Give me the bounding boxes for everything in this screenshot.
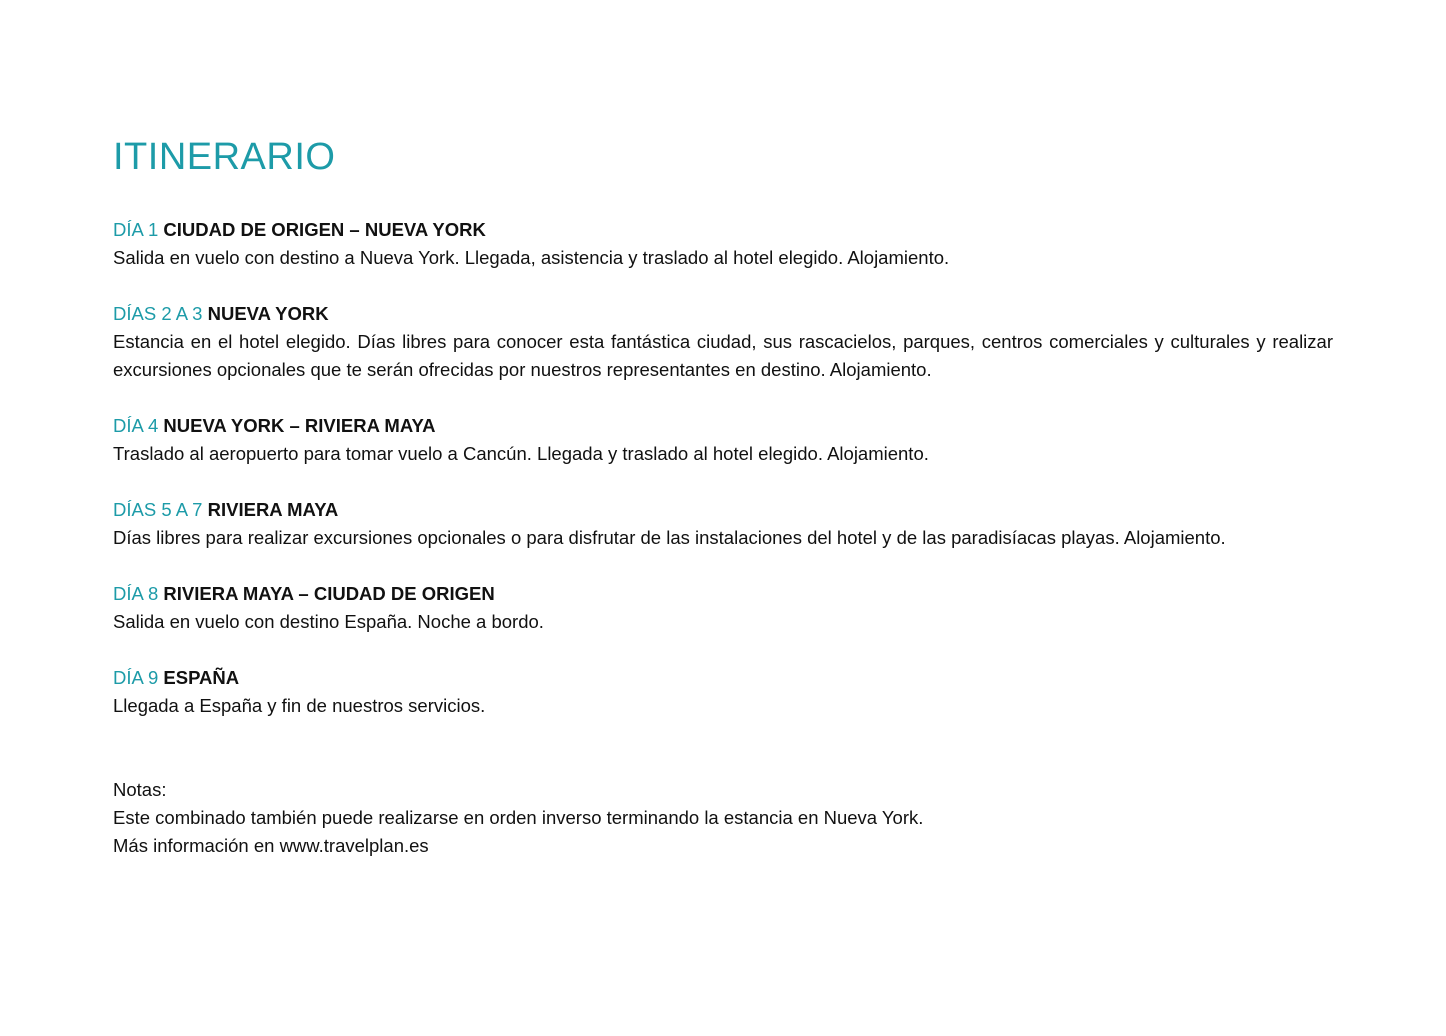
day-description: Salida en vuelo con destino España. Noche a bordo. xyxy=(113,611,544,632)
notes-label: Notas: xyxy=(113,779,167,800)
day-label: DÍA 8 xyxy=(113,583,159,604)
day-route: NUEVA YORK xyxy=(207,303,329,324)
day-description: Traslado al aeropuerto para tomar vuelo a Cancún. Llegada y traslado al hotel elegido. Alojamiento. xyxy=(113,443,929,464)
itinerary-day xyxy=(113,664,1333,720)
day-route: RIVIERA MAYA – CIUDAD DE ORIGEN xyxy=(163,583,495,604)
day-label: DÍAS 5 A 7 xyxy=(113,499,203,520)
itinerary-day xyxy=(113,300,1333,384)
day-label: DÍA 1 xyxy=(113,219,159,240)
day-label: DÍA 9 xyxy=(113,667,159,688)
notes-section xyxy=(113,776,1333,860)
itinerary-day xyxy=(113,216,1333,272)
day-route: CIUDAD DE ORIGEN – NUEVA YORK xyxy=(163,219,486,240)
itinerary-day xyxy=(113,580,1333,636)
day-description: Llegada a España y fin de nuestros servicios. xyxy=(113,695,486,716)
day-label: DÍA 4 xyxy=(113,415,159,436)
day-description: Días libres para realizar excursiones opcionales o para disfrutar de las instalaciones del hotel y de las paradisíacas playas. Alojamiento. xyxy=(113,527,1226,548)
day-description: Salida en vuelo con destino a Nueva York. Llegada, asistencia y traslado al hotel elegido. Alojamiento. xyxy=(113,247,950,268)
day-label: DÍAS 2 A 3 xyxy=(113,303,203,324)
notes-line: Más información en www.travelplan.es xyxy=(113,835,429,856)
itinerary-page xyxy=(113,136,1333,860)
day-description: Estancia en el hotel elegido. Días libres para conocer esta fantástica ciudad, sus rascacielos, parques, centros comerciales y culturales y realizar excursiones opcionales que te serán ofrecidas por nuestros representantes en destino. Alojamiento. xyxy=(113,331,1333,380)
day-route: RIVIERA MAYA xyxy=(207,499,339,520)
day-route: ESPAÑA xyxy=(163,667,240,688)
day-route: NUEVA YORK – RIVIERA MAYA xyxy=(163,415,436,436)
page-title: ITINERARIO xyxy=(113,136,336,178)
itinerary-day xyxy=(113,496,1333,552)
itinerary-day xyxy=(113,412,1333,468)
itinerary-list xyxy=(113,216,1333,720)
notes-line: Este combinado también puede realizarse en orden inverso terminando la estancia en Nueva York. xyxy=(113,807,924,828)
